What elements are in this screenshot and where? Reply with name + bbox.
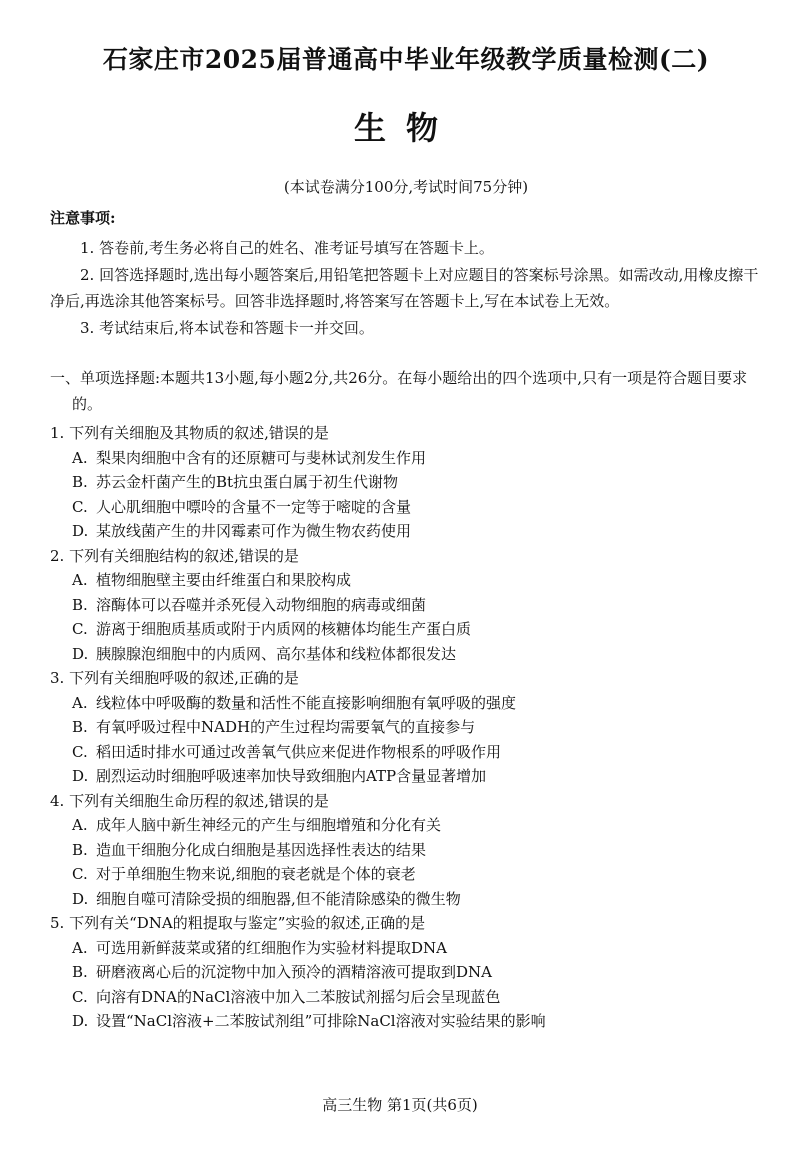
question-item (50, 911, 762, 1034)
option-text: 植物细胞壁主要由纤维蛋白和果胶构成 (96, 571, 352, 589)
page-footer: 高三生物 第1页(共6页) (322, 1096, 478, 1114)
option-letter: A. (72, 816, 88, 834)
option-item (50, 642, 762, 667)
option-letter: B. (72, 473, 88, 491)
question-item (50, 666, 762, 789)
option-item (50, 960, 762, 985)
option-letter: D. (72, 522, 89, 540)
option-text: 剧烈运动时细胞呼吸速率加快导致细胞内ATP含量显著增加 (96, 767, 487, 785)
option-text: 线粒体中呼吸酶的数量和活性不能直接影响细胞有氧呼吸的强度 (96, 693, 517, 712)
option-letter: B. (72, 595, 88, 614)
subject-title: 生物 (353, 109, 458, 147)
option-letter: A. (72, 571, 88, 589)
option-letter: A. (72, 448, 88, 467)
question-stem: 4. 下列有关细胞生命历程的叙述,错误的是 (50, 791, 329, 810)
option-text: 设置“NaCl溶液+二苯胺试剂组”可排除NaCl溶液对实验结果的影响 (96, 1012, 546, 1030)
option-item (50, 838, 762, 863)
question-item (50, 421, 762, 544)
option-item (50, 593, 762, 618)
option-letter: A. (72, 693, 88, 712)
option-item (50, 691, 762, 716)
question-stem: 3. 下列有关细胞呼吸的叙述,正确的是 (50, 669, 299, 687)
question-list (50, 421, 762, 1034)
option-text: 某放线菌产生的井冈霉素可作为微生物农药使用 (96, 522, 412, 540)
option-item (50, 887, 762, 912)
option-text: 游离于细胞质基质或附于内质网的核糖体均能生产蛋白质 (96, 620, 472, 638)
option-text: 细胞自噬可清除受损的细胞器,但不能清除感染的微生物 (96, 889, 461, 908)
option-letter: C. (72, 742, 88, 761)
option-text: 向溶有DNA的NaCl溶液中加入二苯胺试剂摇匀后会呈现蓝色 (96, 987, 501, 1006)
option-text: 梨果肉细胞中含有的还原糖可与斐林试剂发生作用 (96, 448, 427, 467)
option-item (50, 764, 762, 789)
option-letter: B. (72, 963, 88, 981)
notice-list (50, 235, 762, 341)
option-item (50, 568, 762, 593)
option-text: 人心肌细胞中嘌呤的含量不一定等于嘧啶的含量 (96, 497, 412, 516)
option-item (50, 495, 762, 520)
option-item (50, 862, 762, 887)
option-text: 胰腺腺泡细胞中的内质网、高尔基体和线粒体都很发达 (96, 644, 457, 663)
exam-info: (本试卷满分100分,考试时间75分钟) (283, 178, 529, 196)
option-text: 有氧呼吸过程中NADH的产生过程均需要氧气的直接参与 (96, 718, 476, 736)
option-letter: A. (72, 938, 88, 957)
question-stem: 2. 下列有关细胞结构的叙述,错误的是 (50, 546, 299, 565)
question-stem: 5. 下列有关“DNA的粗提取与鉴定”实验的叙述,正确的是 (50, 914, 426, 932)
notice-heading: 注意事项: (50, 209, 116, 227)
question-item (50, 789, 762, 912)
option-letter: C. (72, 620, 88, 638)
option-text: 溶酶体可以吞噬并杀死侵入动物细胞的病毒或细菌 (96, 595, 427, 614)
option-letter: C. (72, 865, 88, 883)
option-letter: B. (72, 840, 88, 859)
option-item (50, 617, 762, 642)
option-letter: D. (72, 889, 89, 908)
option-letter: D. (72, 1012, 89, 1030)
option-item (50, 446, 762, 471)
option-text: 稻田适时排水可通过改善氧气供应来促进作物根系的呼吸作用 (96, 742, 502, 761)
notice-item: 1. 答卷前,考生务必将自己的姓名、准考证号填写在答题卡上。 (80, 239, 494, 257)
option-text: 成年人脑中新生神经元的产生与细胞增殖和分化有关 (96, 816, 442, 834)
option-letter: B. (72, 718, 88, 736)
option-item (50, 936, 762, 961)
option-item (50, 813, 762, 838)
option-letter: D. (72, 644, 89, 663)
section-heading: 一、单项选择题:本题共13小题,每小题2分,共26分。在每小题给出的四个选项中,只有一项是符合题目要求的。 (50, 369, 748, 413)
question-item (50, 544, 762, 667)
option-item (50, 740, 762, 765)
option-text: 苏云金杆菌产生的Bt抗虫蛋白属于初生代谢物 (96, 473, 399, 491)
notice-item: 2. 回答选择题时,选出每小题答案后,用铅笔把答题卡上对应题目的答案标号涂黑。如需改动,用橡皮擦干净后,再选涂其他答案标号。回答非选择题时,将答案写在答题卡上,写在本试卷上无效。 (50, 265, 759, 310)
option-item (50, 1009, 762, 1034)
notice-item: 3. 考试结束后,将本试卷和答题卡一并交回。 (80, 318, 374, 337)
option-text: 可选用新鲜菠菜或猪的红细胞作为实验材料提取DNA (96, 938, 447, 957)
option-letter: D. (72, 767, 89, 785)
option-letter: C. (72, 987, 88, 1006)
exam-title: 石家庄市2025届普通高中毕业年级教学质量检测(二) (102, 45, 710, 74)
option-item (50, 715, 762, 740)
option-item (50, 470, 762, 495)
option-letter: C. (72, 497, 88, 516)
option-text: 研磨液离心后的沉淀物中加入预冷的酒精溶液可提取到DNA (96, 963, 492, 981)
option-item (50, 985, 762, 1010)
option-text: 对于单细胞生物来说,细胞的衰老就是个体的衰老 (96, 865, 416, 883)
option-item (50, 519, 762, 544)
option-text: 造血干细胞分化成白细胞是基因选择性表达的结果 (96, 840, 427, 859)
question-stem: 1. 下列有关细胞及其物质的叙述,错误的是 (50, 424, 329, 442)
